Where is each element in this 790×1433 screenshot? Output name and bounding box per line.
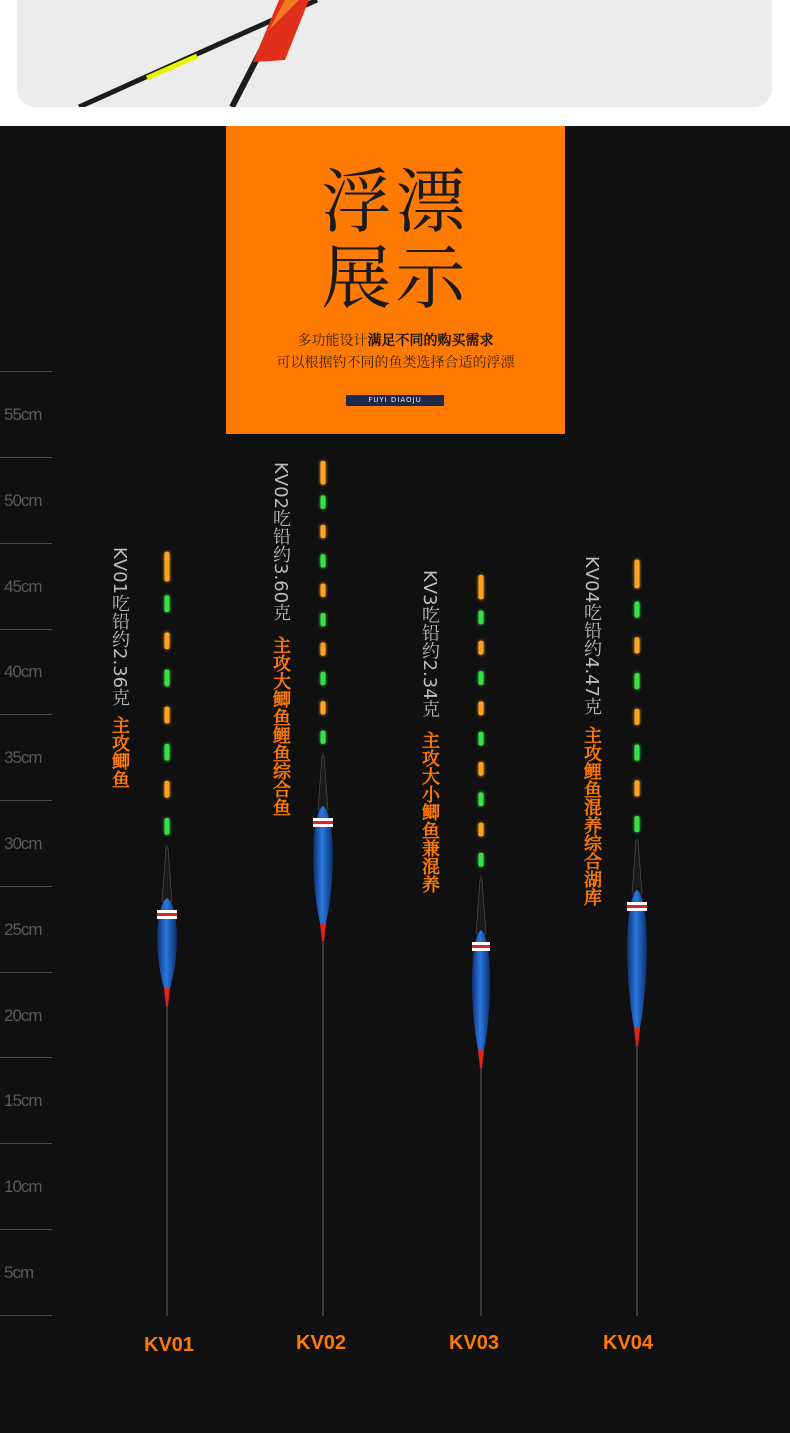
float-neck — [476, 880, 486, 934]
float-tail — [164, 988, 170, 1006]
tip-light-segment — [321, 613, 326, 626]
kv01-weight-label: KV01吃铅约2.36克 — [109, 547, 130, 707]
tip-light-segment — [479, 641, 484, 655]
kv03-target-label: 主攻大小鲫鱼兼混养 — [419, 731, 440, 893]
float-4 — [627, 560, 647, 1316]
page-title-line2: 展示 — [321, 237, 470, 319]
tip-light-segment — [635, 745, 640, 761]
ruler-label: 55cm — [4, 405, 42, 424]
subtitle-line2: 可以根据钓不同的鱼类选择合适的浮漂 — [276, 355, 515, 371]
tip-light-segment — [635, 709, 640, 725]
tip-light-segment — [321, 525, 326, 538]
tip-light-segment — [165, 744, 170, 761]
tip-light-segment — [479, 702, 484, 716]
kv01-target-label: 主攻鲫鱼 — [109, 716, 130, 788]
tip-light-segment — [635, 602, 640, 618]
float-neck — [318, 756, 328, 810]
tip-light-segment — [479, 853, 484, 867]
float-stripe-white — [472, 942, 490, 945]
tip-light-segment — [479, 823, 484, 837]
ruler-label: 25cm — [4, 920, 42, 939]
ruler-label: 35cm — [4, 748, 42, 767]
tip-light-segment — [479, 671, 484, 685]
float-stripe-white — [627, 908, 647, 911]
float-tail — [478, 1050, 484, 1068]
tip-light-segment — [635, 673, 640, 689]
tip-light-segment — [165, 818, 170, 835]
float-stripe-red — [627, 905, 647, 908]
kv02-model-label: KV02 — [296, 1332, 347, 1354]
tip-light-segment — [165, 670, 170, 687]
kv04-target-label: 主攻鲤鱼混养综合湖库 — [581, 726, 602, 906]
float-stripe-red — [313, 821, 333, 824]
kv02-target-label: 主攻大鲫鱼鲤鱼综合鱼 — [270, 636, 291, 816]
kv02-weight-label: KV02吃铅约3.60克 — [270, 462, 291, 622]
tip-light-segment — [165, 707, 170, 724]
float-tail — [320, 923, 326, 941]
tip-light-segment — [321, 731, 326, 744]
kv04-model-label: KV04 — [603, 1332, 654, 1354]
float-stripe-red — [157, 913, 177, 916]
tip-light-segment — [479, 732, 484, 746]
tip-light-segment — [321, 642, 326, 655]
float-2 — [313, 461, 333, 1316]
tip-light-segment — [479, 792, 484, 806]
tip-light-segment — [479, 611, 484, 625]
kv01-model-label: KV01 — [144, 1334, 195, 1356]
tip-light-segment — [479, 575, 484, 599]
tip-light-segment — [321, 495, 326, 508]
float-stripe-white — [157, 916, 177, 919]
ruler-label: 45cm — [4, 577, 42, 596]
tip-light-segment — [635, 560, 640, 589]
float-stripe-white — [313, 818, 333, 821]
ruler-label: 15cm — [4, 1091, 42, 1110]
tip-light-segment — [635, 637, 640, 653]
tip-light-segment — [321, 701, 326, 714]
float-stripe-white — [627, 902, 647, 905]
tip-light-segment — [165, 552, 170, 582]
kv03-weight-label: KV3吃铅约2.34克 — [419, 570, 440, 718]
tip-light-segment — [321, 584, 326, 597]
ruler-label: 30cm — [4, 834, 42, 853]
subtitle-bold: 满足不同的购买需求 — [367, 333, 494, 349]
tip-light-segment — [165, 781, 170, 798]
ruler-label: 10cm — [4, 1177, 42, 1196]
kv04-weight-label: KV04吃铅约4.47克 — [581, 556, 602, 716]
ruler-label: 50cm — [4, 491, 42, 510]
tip-light-segment — [165, 595, 170, 612]
brand-badge: FUYI DIAOJU — [346, 395, 444, 406]
tip-light-segment — [635, 816, 640, 832]
float-stripe-white — [313, 824, 333, 827]
tip-light-segment — [165, 632, 170, 649]
tip-light-segment — [479, 762, 484, 776]
tip-light-segment — [635, 780, 640, 796]
float-neck — [632, 840, 642, 894]
float-stripe-red — [472, 945, 490, 948]
tip-light-segment — [321, 461, 326, 485]
ruler-label: 5cm — [4, 1263, 34, 1282]
float-stripe-white — [472, 948, 490, 951]
float-3 — [472, 575, 490, 1316]
tip-light-segment — [321, 672, 326, 685]
float-1 — [157, 552, 177, 1316]
tip-light-segment — [321, 554, 326, 567]
float-tail — [634, 1028, 640, 1046]
ruler-label: 40cm — [4, 662, 42, 681]
page-title-line1: 浮漂 — [321, 161, 470, 243]
ruler-label: 20cm — [4, 1006, 42, 1025]
float-neck — [162, 848, 172, 902]
subtitle-normal: 多功能设计 — [297, 333, 368, 349]
float-stripe-white — [157, 910, 177, 913]
kv03-model-label: KV03 — [449, 1332, 500, 1354]
